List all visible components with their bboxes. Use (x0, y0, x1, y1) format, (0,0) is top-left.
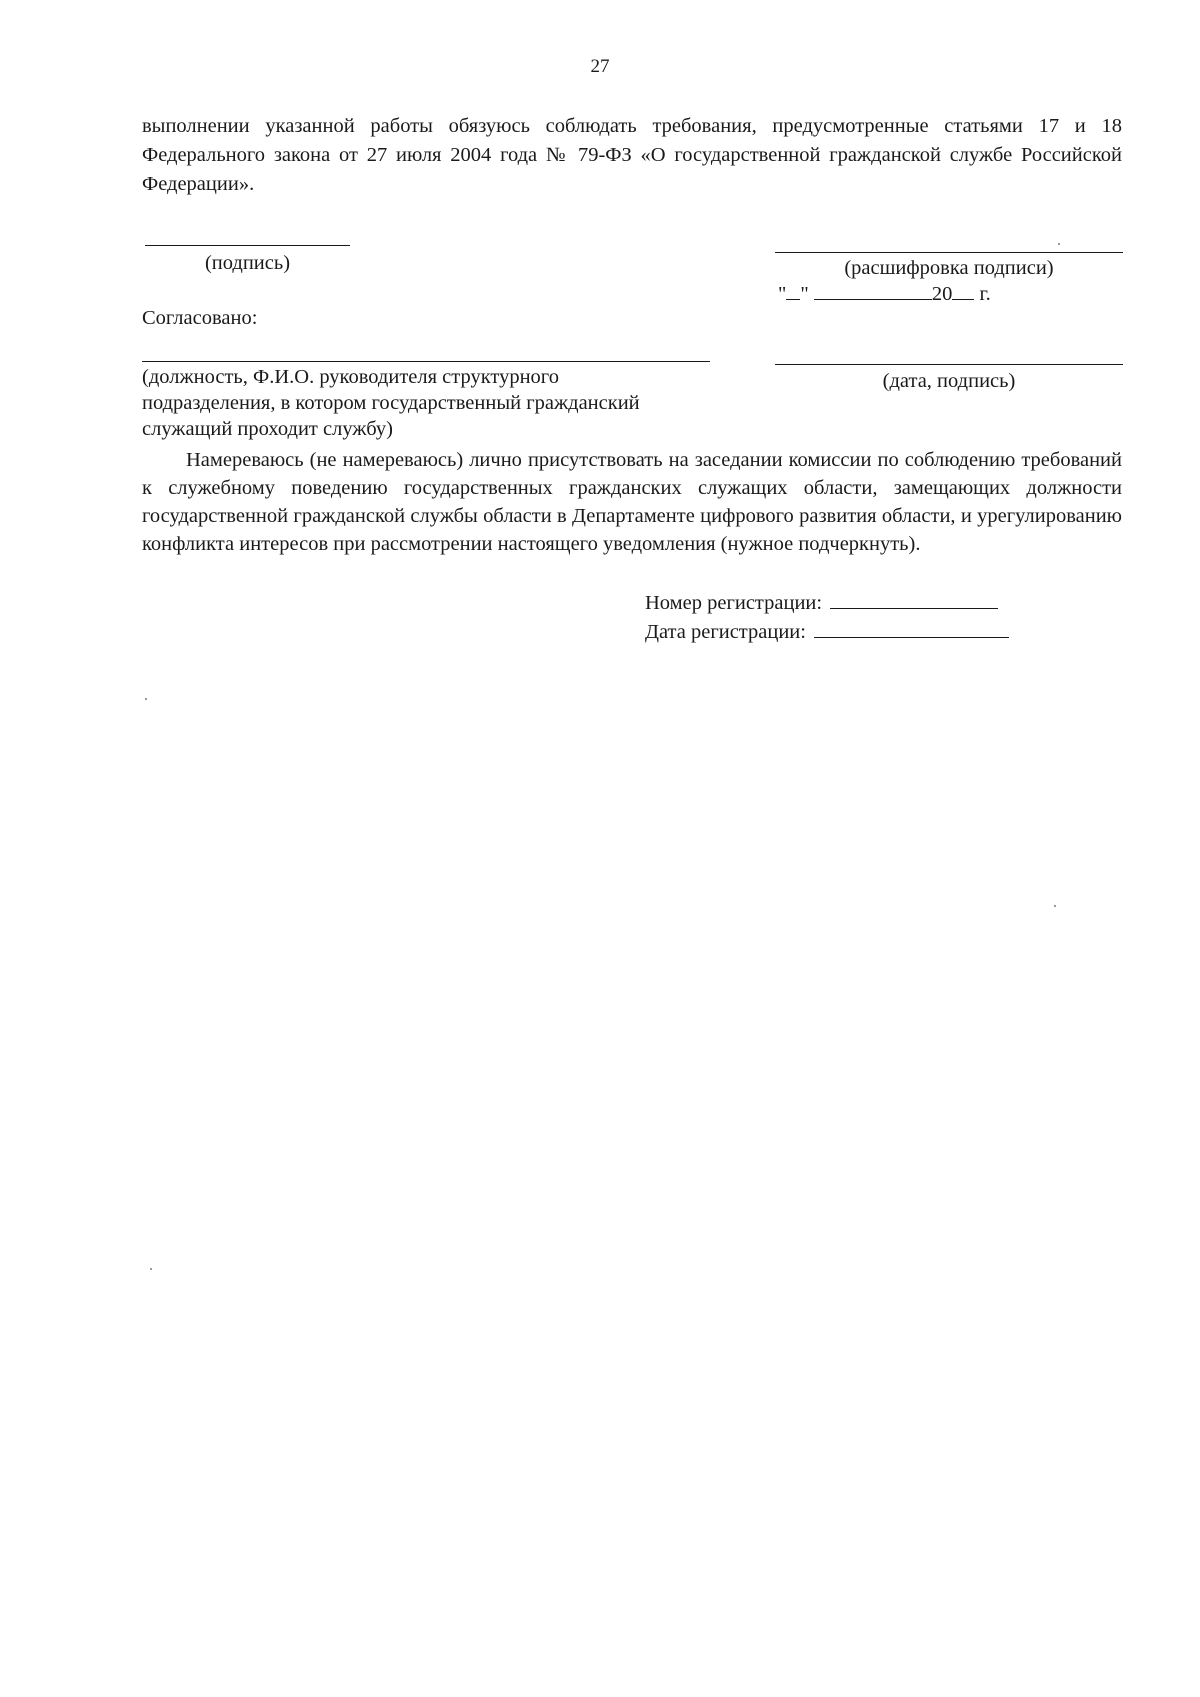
date-signature-caption: (дата, подпись) (882, 370, 1016, 392)
scan-speck (145, 698, 147, 700)
scan-speck (1054, 905, 1056, 907)
date-signature-line (775, 364, 1123, 365)
signature-decoding-line (775, 252, 1123, 253)
signature-caption: (подпись) (204, 252, 291, 274)
head-caption: (должность, Ф.И.О. руководителя структурного подразделения, в котором государственный гражданский служащий проходит службу) (142, 366, 640, 440)
date-open-quote: " (778, 283, 787, 305)
scan-speck (150, 1268, 152, 1270)
date-line (778, 281, 1078, 307)
attendance-paragraph: Намереваюсь (не намереваюсь) лично присутствовать на заседании комиссии по соблюдению требований к служебному поведению государственных гражданских служащих области, замещающих должности государственной гражданской службы области в Департаменте цифрового развития области, и урегулированию конфликта интересов при рассмотрении настоящего уведомления (нужное подчеркнуть). (142, 449, 1122, 555)
scan-speck (1058, 243, 1060, 245)
registration-number-label: Номер регистрации: (645, 592, 823, 614)
year-blank (952, 283, 974, 300)
registration-date-blank (814, 619, 1009, 638)
agreed-label: Согласовано: (142, 307, 258, 329)
registration-number-row (645, 589, 998, 617)
registration-date-row (645, 618, 1009, 646)
year-prefix: 20 (931, 283, 953, 305)
signature-decoding-caption: (расшифровка подписи) (844, 257, 1054, 279)
page-number: 27 (590, 56, 610, 77)
date-close-quote: " (800, 283, 809, 305)
signature-line (145, 245, 350, 246)
registration-number-blank (830, 590, 998, 609)
day-blank (786, 283, 800, 300)
month-blank (814, 283, 932, 300)
head-position-line (142, 361, 710, 362)
year-suffix: г. (979, 283, 991, 305)
registration-date-label: Дата регистрации: (645, 621, 806, 643)
obligation-paragraph: выполнении указанной работы обязуюсь соблюдать требования, предусмотренные статьями 17 и 18 Федерального закона от 27 июля 2004 года № 79-ФЗ «О государственной гражданской службе Российской Федерации». (142, 115, 1122, 195)
